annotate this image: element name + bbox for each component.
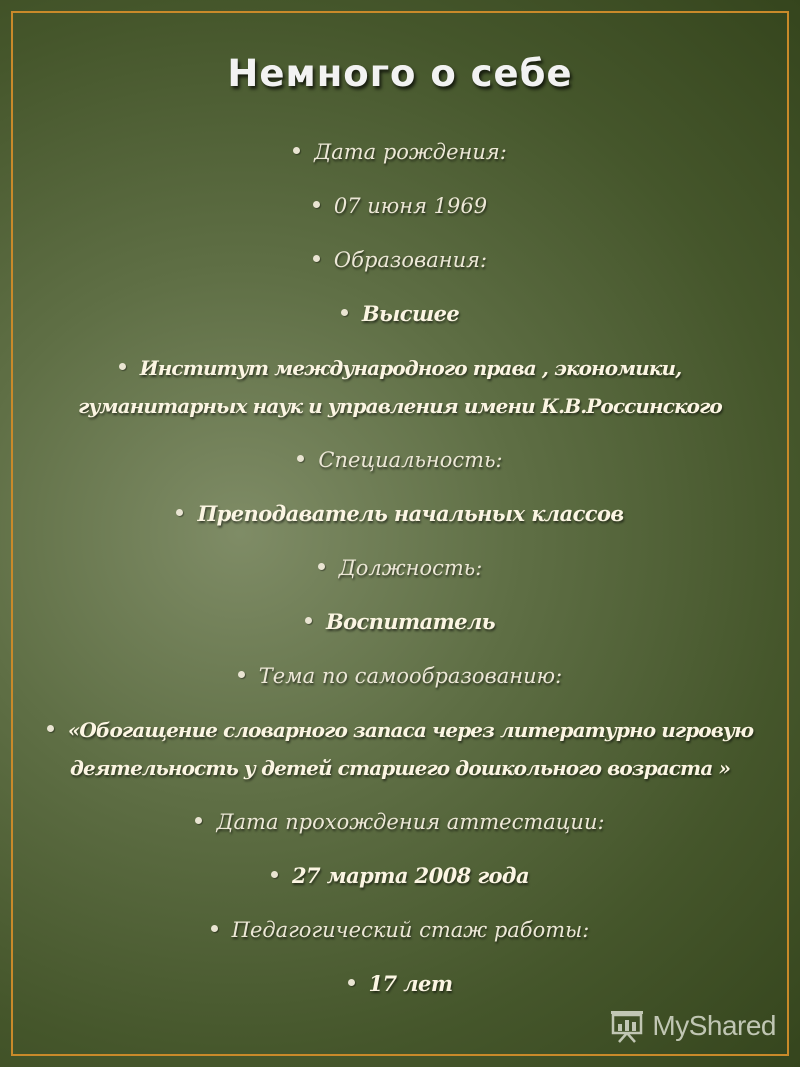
myshared-watermark bbox=[608, 1009, 776, 1043]
list-item bbox=[40, 911, 760, 949]
item-text: Высшее bbox=[361, 301, 460, 326]
bullet-icon bbox=[271, 871, 278, 878]
bullet-icon bbox=[305, 617, 312, 624]
item-text: Институт международного права , экономики, гуманитарных наук и управления имени К.В.Россинского bbox=[78, 356, 722, 418]
bullet-icon bbox=[313, 255, 320, 262]
item-text: 27 марта 2008 года bbox=[292, 863, 529, 888]
bullet-icon bbox=[47, 725, 54, 732]
list-item bbox=[40, 657, 760, 695]
list-item bbox=[40, 441, 760, 479]
bullet-icon bbox=[211, 925, 218, 932]
list-item bbox=[40, 549, 760, 587]
bullet-icon bbox=[341, 309, 348, 316]
item-text: 07 июня 1969 bbox=[333, 194, 488, 218]
bullet-list bbox=[40, 133, 760, 1019]
list-item bbox=[40, 241, 760, 279]
bullet-icon bbox=[293, 147, 300, 154]
bullet-icon bbox=[348, 979, 355, 986]
item-text: Образования: bbox=[333, 248, 488, 272]
list-item bbox=[40, 495, 760, 533]
item-text: Преподаватель начальных классов bbox=[197, 501, 624, 526]
list-item bbox=[40, 187, 760, 225]
slide-title: Немного о себе bbox=[227, 52, 573, 95]
list-item bbox=[40, 295, 760, 333]
item-text: Дата рождения: bbox=[314, 140, 507, 164]
list-item bbox=[40, 711, 760, 787]
item-text: Дата прохождения аттестации: bbox=[216, 810, 605, 834]
list-item bbox=[40, 965, 760, 1003]
item-text: Специальность: bbox=[318, 448, 503, 472]
bullet-icon bbox=[318, 563, 325, 570]
list-item bbox=[40, 603, 760, 641]
bullet-icon bbox=[176, 509, 183, 516]
bullet-icon bbox=[238, 671, 245, 678]
bullet-icon bbox=[119, 363, 126, 370]
item-text: Должность: bbox=[338, 556, 483, 580]
list-item bbox=[40, 803, 760, 841]
item-text: Тема по самообразованию: bbox=[258, 664, 563, 688]
item-text: Педагогический стаж работы: bbox=[231, 918, 590, 942]
presentation-board-icon bbox=[608, 1009, 646, 1043]
bullet-icon bbox=[195, 817, 202, 824]
watermark-text: MyShared bbox=[652, 1010, 776, 1041]
list-item bbox=[40, 133, 760, 171]
item-text: Воспитатель bbox=[325, 609, 496, 634]
bullet-icon bbox=[297, 455, 304, 462]
item-text: «Обогащение словарного запаса через литературно игровую деятельность у детей старшего дошкольного возраста » bbox=[67, 718, 754, 780]
item-text: 17 лет bbox=[368, 971, 453, 996]
bullet-icon bbox=[313, 201, 320, 208]
list-item bbox=[40, 349, 760, 425]
list-item bbox=[40, 857, 760, 895]
